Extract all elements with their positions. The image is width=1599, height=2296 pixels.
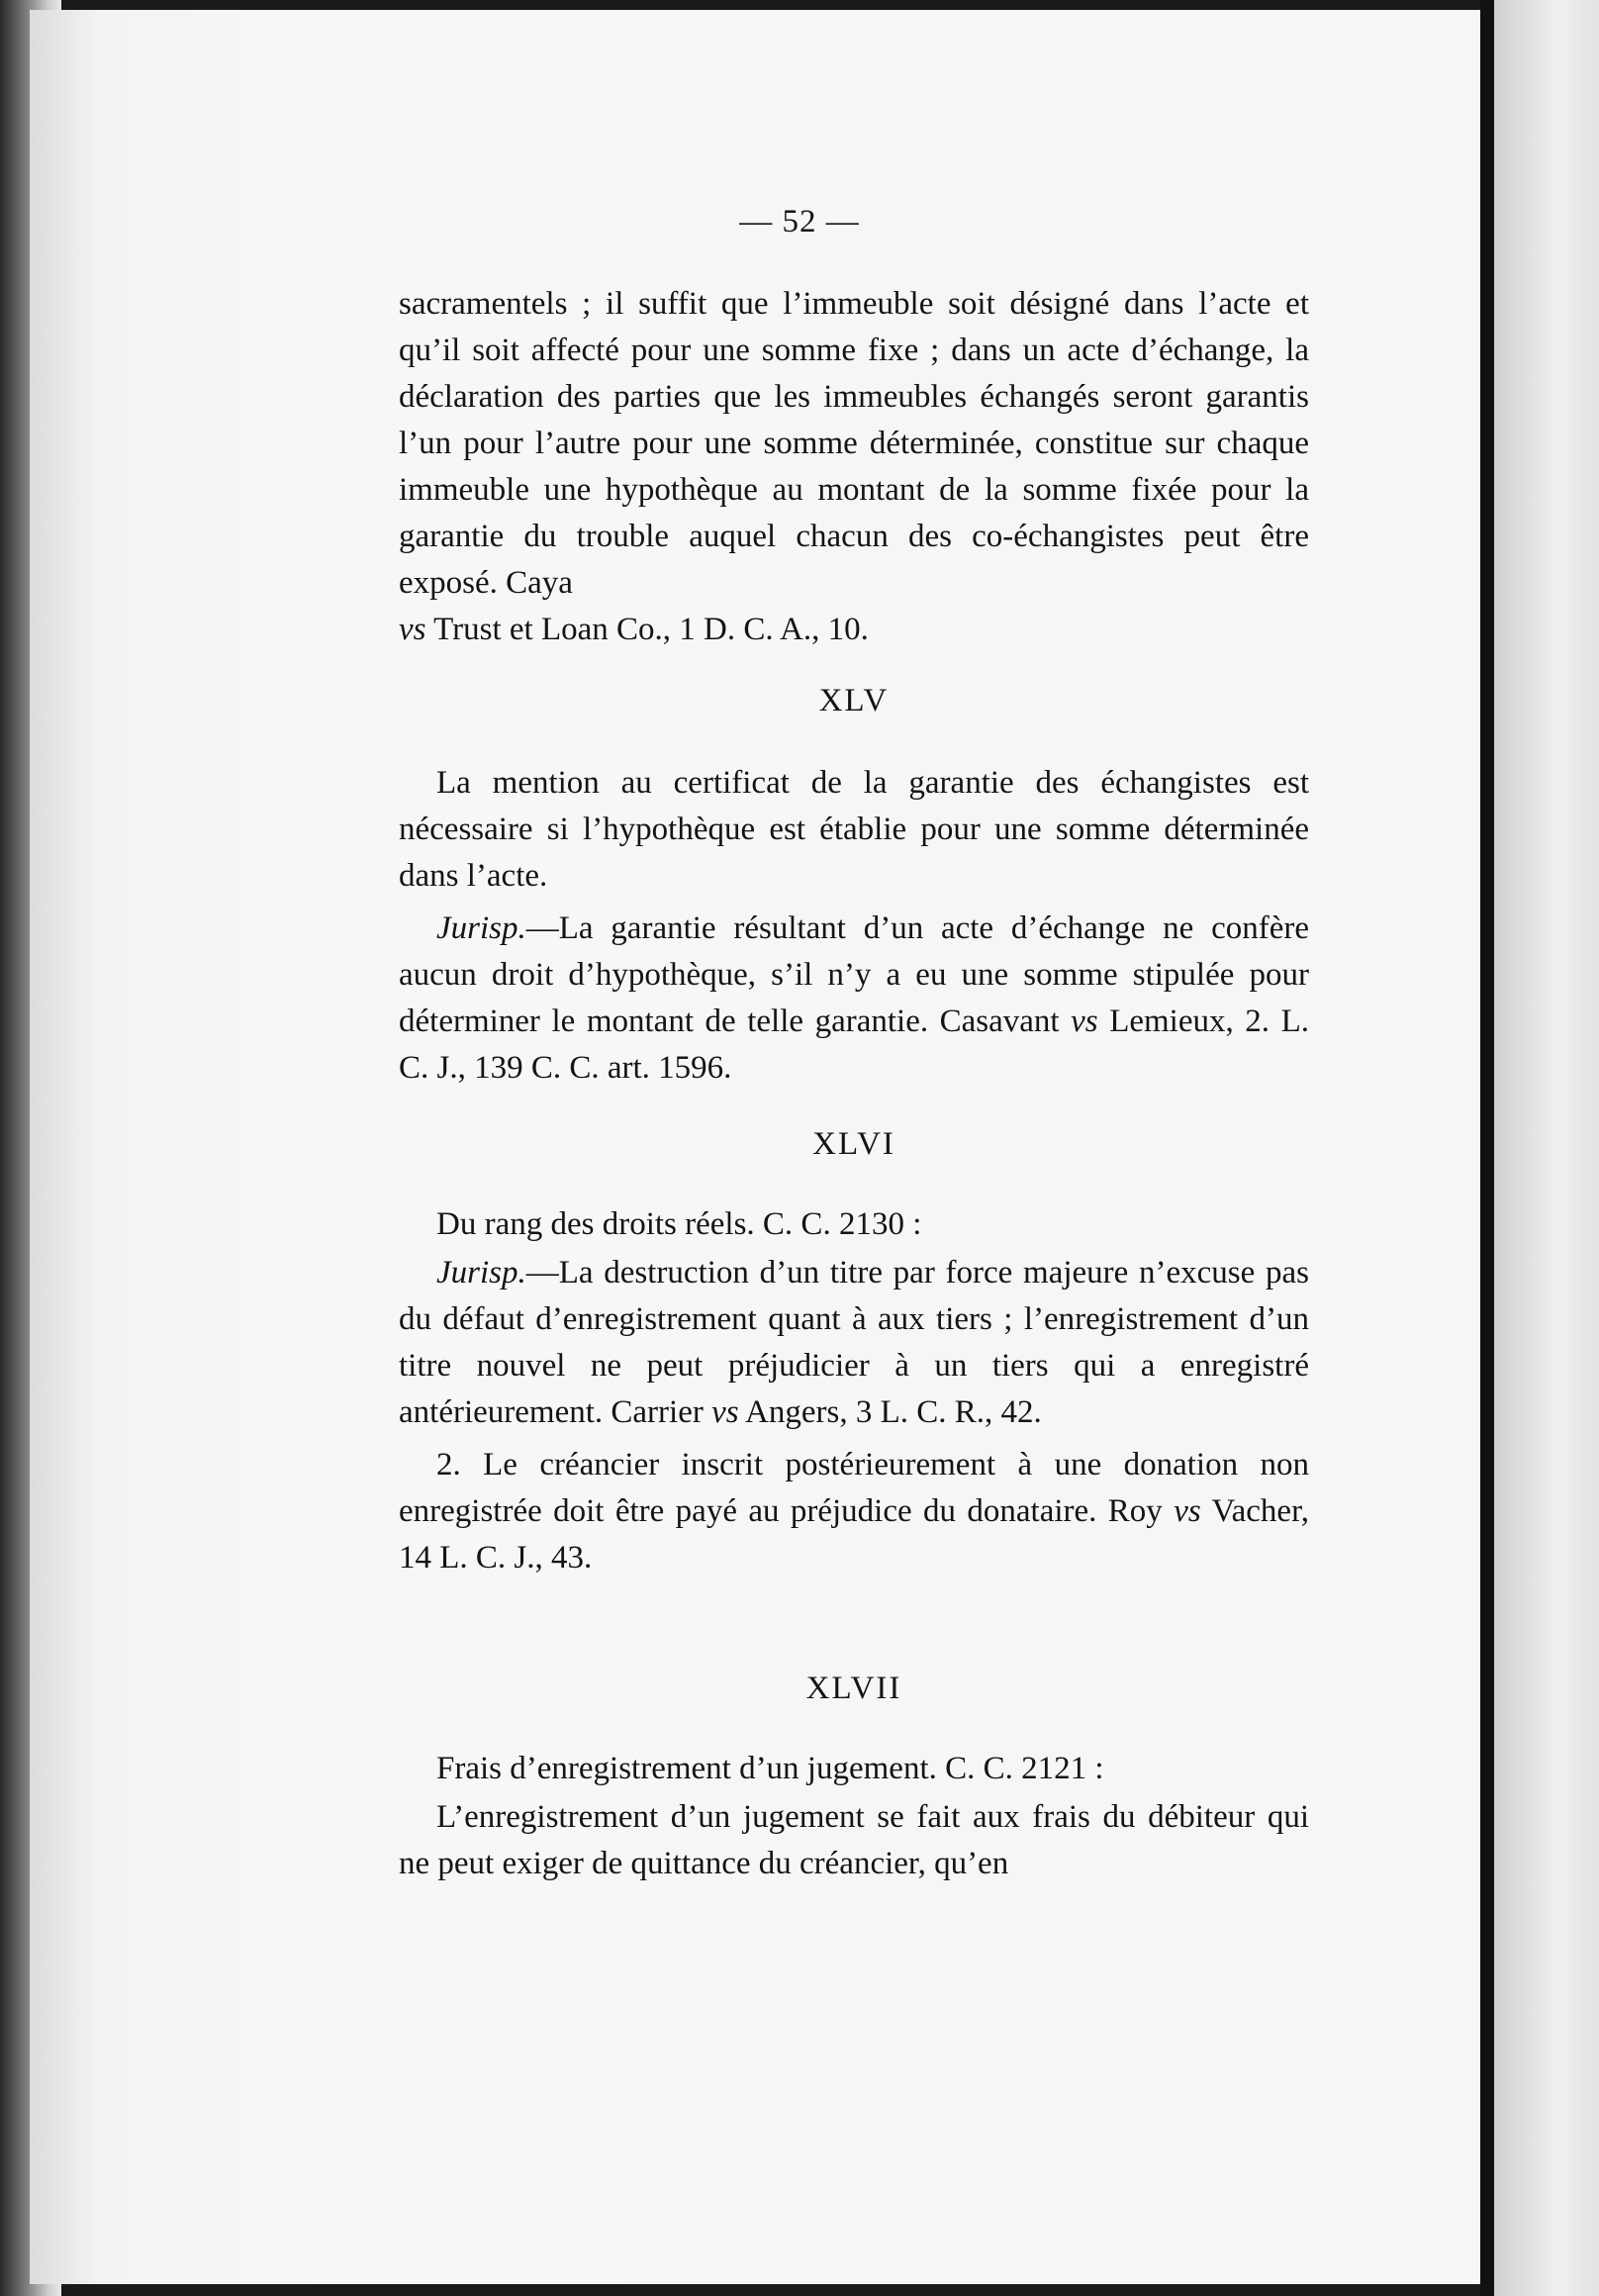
section-xlvii-body [399,1746,1309,1887]
item-citation: Vacher, 14 L. C. J., 43. [399,1493,1310,1576]
paragraph-text: sacramentels ; il suffit que l’immeuble soit désigné dans l’acte et qu’il soit affecté pour une somme fixe ; dans un acte d’échange, la déclaration des parties que les immeubles échangés seront garantis l’un pour l’autre pour une somme déterminée, constitue sur chaque immeuble une hypothèque au montant de la somme fixée pour la garantie du trouble auquel chacun des co-échangistes peut être exposé. Caya [399,286,1309,601]
section-body-text: L’enregistrement d’un jugement se fait aux frais du débiteur qui ne peut exiger de quittance du créancier, qu’en [399,1799,1309,1881]
vs-abbrev: vs [1174,1493,1201,1529]
jurisp-label: Jurisp. [436,910,526,946]
section-heading-xlvi: XLVI [812,1126,895,1162]
jurisp-label: Jurisp. [436,1255,526,1291]
vs-abbrev: vs [711,1394,739,1430]
item-text: 2. Le créancier inscrit postérieurement à une donation non enregistrée doit être payé au préjudice du donataire. Roy [399,1447,1309,1529]
jurisprudence-item-2 [399,1442,1309,1581]
paragraph-citation: Trust et Loan Co., 1 D. C. A., 10. [425,612,869,647]
section-xlvi-body [399,1201,1309,1581]
section-heading-xlv: XLV [818,683,890,718]
vs-abbrev: vs [1071,1004,1098,1039]
section-intro: La mention au certificat de la garantie des échangistes est nécessaire si l’hypothèque est établie pour une somme déterminée dans l’acte. [399,765,1309,894]
section-xlv-body [399,760,1309,1092]
jurisp-citation: Lemieux, 2. L. C. J., 139 C. C. art. 1596. [399,1004,1309,1086]
jurisp-citation: Angers, 3 L. C. R., 42. [738,1394,1042,1430]
facing-page-edge [1494,0,1599,2296]
jurisp-text: —La garantie résultant d’un acte d’échange ne confère aucun droit d’hypothèque, s’il n’y a eu une somme stipulée pour déterminer le montant de telle garantie. Casavant [399,910,1309,1039]
section-intro: Du rang des droits réels. C. C. 2130 : [436,1206,922,1242]
jurisprudence-note [399,906,1309,1092]
vs-abbrev: vs [399,612,426,647]
section-heading-xlvii: XLVII [805,1671,902,1706]
page-gutter [1480,0,1494,2296]
jurisp-text: —La destruction d’un titre par force majeure n’excuse pas du défaut d’enregistrement quant à aux tiers ; l’enregistrement d’un titre nouvel ne peut préjudicier à un tiers qui a enregistré antérieurement. Carrier [399,1255,1309,1430]
jurisprudence-note [399,1250,1309,1436]
section-intro: Frais d’enregistrement d’un jugement. C. C. 2121 : [436,1751,1104,1786]
paragraph-continuation [399,281,1309,653]
page-number: — 52 — [739,204,860,239]
